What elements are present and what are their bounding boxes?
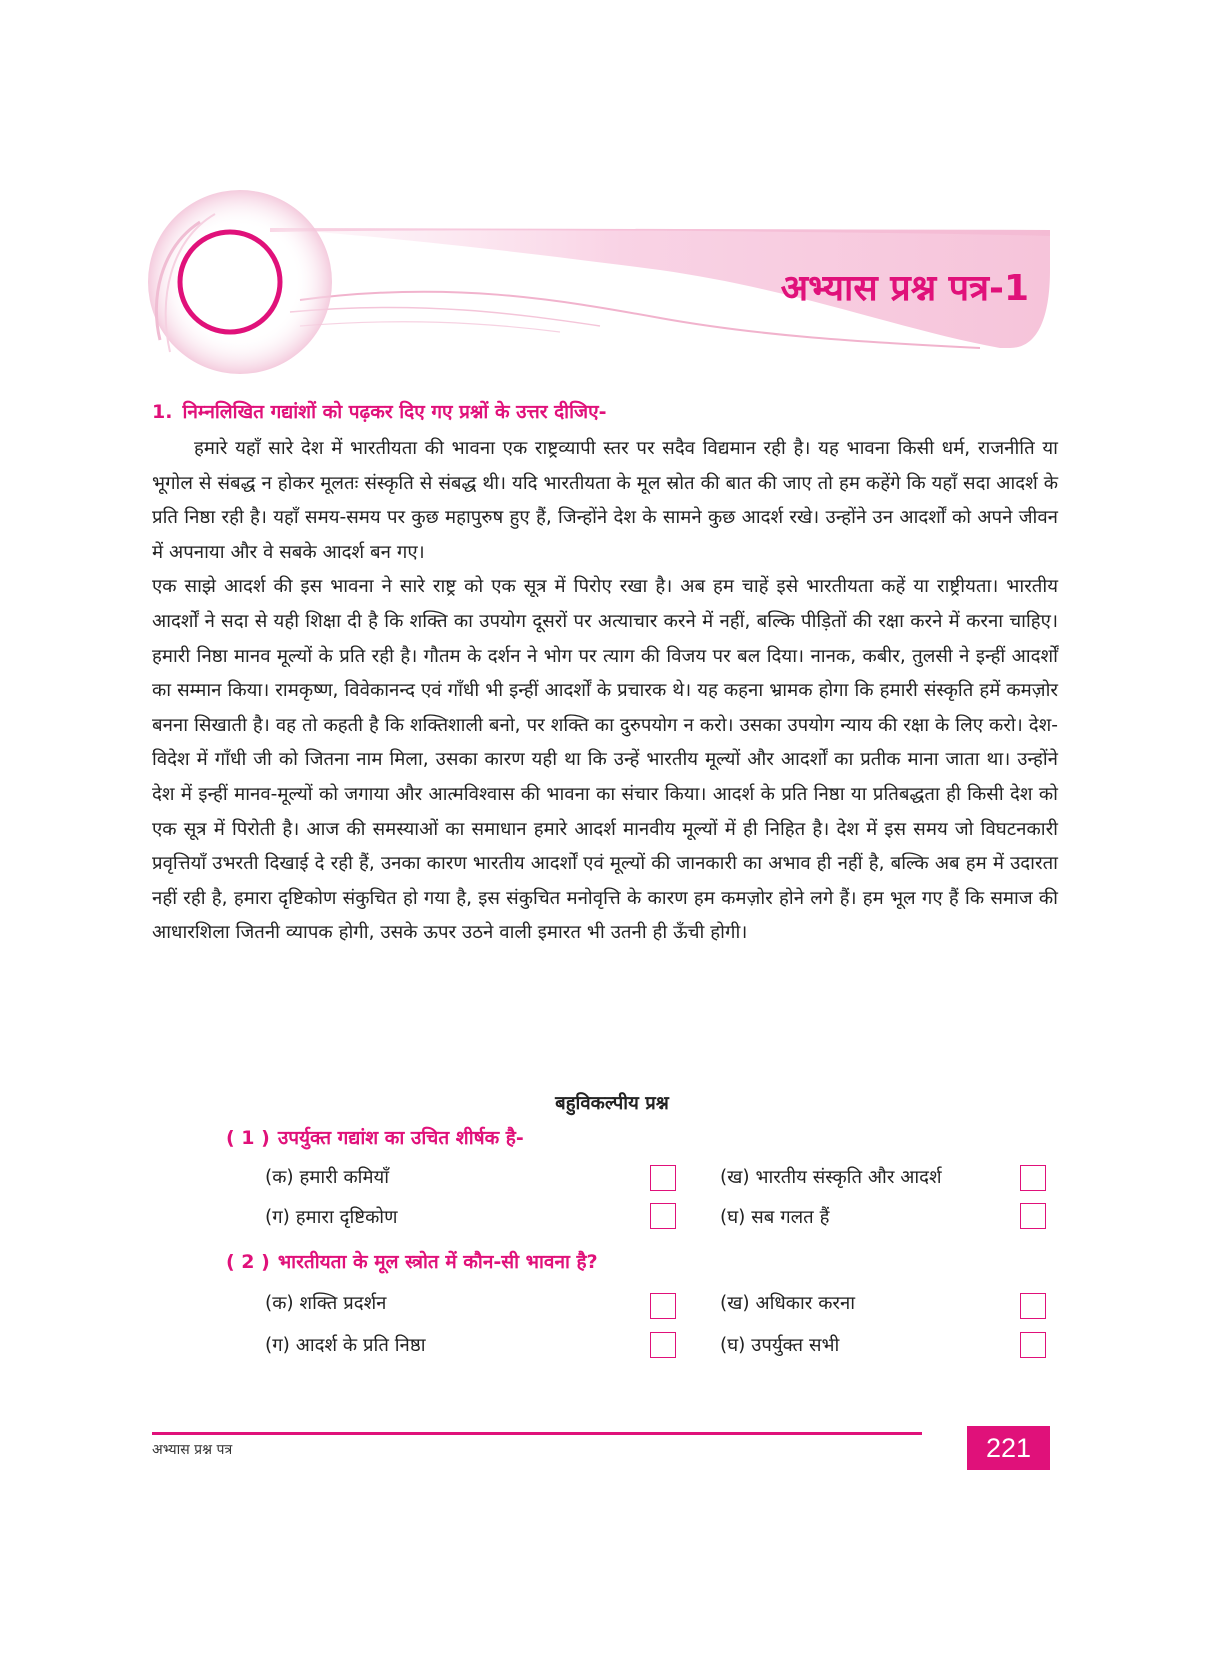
option-label: (क) हमारी कमियाँ [265, 1167, 390, 1188]
passage-paragraph: हमारे यहाँ सारे देश में भारतीयता की भावना एक राष्ट्रव्यापी स्तर पर सदैव विद्यमान रही है। यह भावना किसी धर्म, राजनीति या भूगोल से संबद्ध न होकर मूलतः संस्कृति से संबद्ध थी। यदि भारतीयता के मूल स्रोत की बात की जाए तो हम कहेंगे कि यहाँ सदा आदर्श के प्रति निष्ठा रही है। यहाँ समय-समय पर कुछ महापुरुष हुए हैं, जिन्होंने देश के सामने कुछ आदर्श रखे। उन्होंने उन आदर्शों को अपने जीवन में अपनाया और वे सबके आदर्श बन गए। [152, 438, 1058, 563]
option-label: (घ) सब गलत हैं [720, 1207, 830, 1228]
circle-ornament-icon [180, 232, 280, 332]
footer-label: अभ्यास प्रश्न पत्र [152, 1442, 233, 1458]
passage-paragraph: एक साझे आदर्श की इस भावना ने सारे राष्ट्र को एक सूत्र में पिरोए रखा है। अब हम चाहें इसे भारतीयता कहें या राष्ट्रीयता। भारतीय आदर्शों ने सदा से यही शिक्षा दी है कि शक्ति का उपयोग दूसरों पर अत्याचार करने में नहीं, बल्कि पीड़ितों की रक्षा करने में करना चाहिए। हमारी निष्ठा मानव मूल्यों के प्रति रही है। गौतम के दर्शन ने भोग पर त्याग की विजय पर बल दिया। नानक, कबीर, तुलसी ने इन्हीं आदर्शों का सम्मान किया। रामकृष्ण, विवेकानन्द एवं गाँधी भी इन्हीं आदर्शों के प्रचारक थे। यह कहना भ्रामक होगा कि हमारी संस्कृति हमें कमज़ोर बनना सिखाती है। वह तो कहती है कि शक्तिशाली बनो, पर शक्ति का दुरुपयोग न करो। उसका उपयोग न्याय की रक्षा के लिए करो। देश-विदेश में गाँधी जी को जितना नाम मिला, उसका कारण यही था कि उन्हें भारतीय मूल्यों और आदर्शों का प्रतीक माना जाता था। उन्होंने देश में इन्हीं मानव-मूल्यों को जगाया और आत्मविश्वास की भावना का संचार किया। आदर्श के प्रति निष्ठा या प्रतिबद्धता ही किसी देश को एक सूत्र में पिरोती है। आज की समस्याओं का समाधान हमारे आदर्श मानवीय मूल्यों में ही निहित है। देश में इस समय जो विघटनकारी प्रवृत्तियाँ उभरती दिखाई दे रही हैं, उनका कारण भारतीय आदर्शों एवं मूल्यों की जानकारी का अभाव ही नहीं है, बल्कि अब हम में उदारता नहीं रही है, हमारा दृष्टिकोण संकुचित हो गया है, इस संकुचित मनोवृत्ति के कारण हम कमज़ोर होने लगे हैं। हम भूल गए हैं कि समाज की आधारशिला जितनी व्यापक होगी, उसके ऊपर उठने वाली इमारत भी उतनी ही ऊँची होगी। [152, 576, 1058, 944]
option-checkbox[interactable] [1020, 1203, 1046, 1229]
option-checkbox[interactable] [1020, 1165, 1046, 1191]
option-label: (क) शक्ति प्रदर्शन [265, 1293, 387, 1314]
option-checkbox[interactable] [1020, 1293, 1046, 1319]
mcq-section-title: बहुविकल्पीय प्रश्न [555, 1093, 669, 1114]
question-number: 1. [152, 401, 173, 423]
passage [152, 432, 1058, 951]
header-banner [0, 0, 1224, 400]
question-heading [152, 398, 607, 424]
mcq-question-1 [226, 1124, 524, 1150]
option-checkbox[interactable] [650, 1332, 676, 1358]
option-checkbox[interactable] [650, 1293, 676, 1319]
option-label: (ग) आदर्श के प्रति निष्ठा [265, 1335, 426, 1356]
option-checkbox[interactable] [1020, 1332, 1046, 1358]
mcq-question-2 [226, 1248, 598, 1274]
mcq-question-number: ( 1 ) [226, 1127, 270, 1149]
option-checkbox[interactable] [650, 1165, 676, 1191]
option-label: (घ) उपर्युक्त सभी [720, 1335, 840, 1356]
page-title: अभ्यास प्रश्न पत्र-1 [780, 268, 1029, 309]
mcq-question-text: उपर्युक्त गद्यांश का उचित शीर्षक है- [277, 1127, 524, 1149]
mcq-question-number: ( 2 ) [226, 1251, 270, 1273]
option-checkbox[interactable] [650, 1203, 676, 1229]
option-label: (ख) भारतीय संस्कृति और आदर्श [720, 1167, 942, 1188]
mcq-question-text: भारतीयता के मूल स्त्रोत में कौन-सी भावना है? [277, 1251, 598, 1273]
option-label: (ग) हमारा दृष्टिकोण [265, 1207, 398, 1228]
question-instruction: निम्नलिखित गद्यांशों को पढ़कर दिए गए प्रश्नों के उत्तर दीजिए- [182, 401, 607, 423]
footer-divider [152, 1432, 922, 1435]
page-number: 221 [967, 1426, 1050, 1470]
option-label: (ख) अधिकार करना [720, 1293, 856, 1314]
